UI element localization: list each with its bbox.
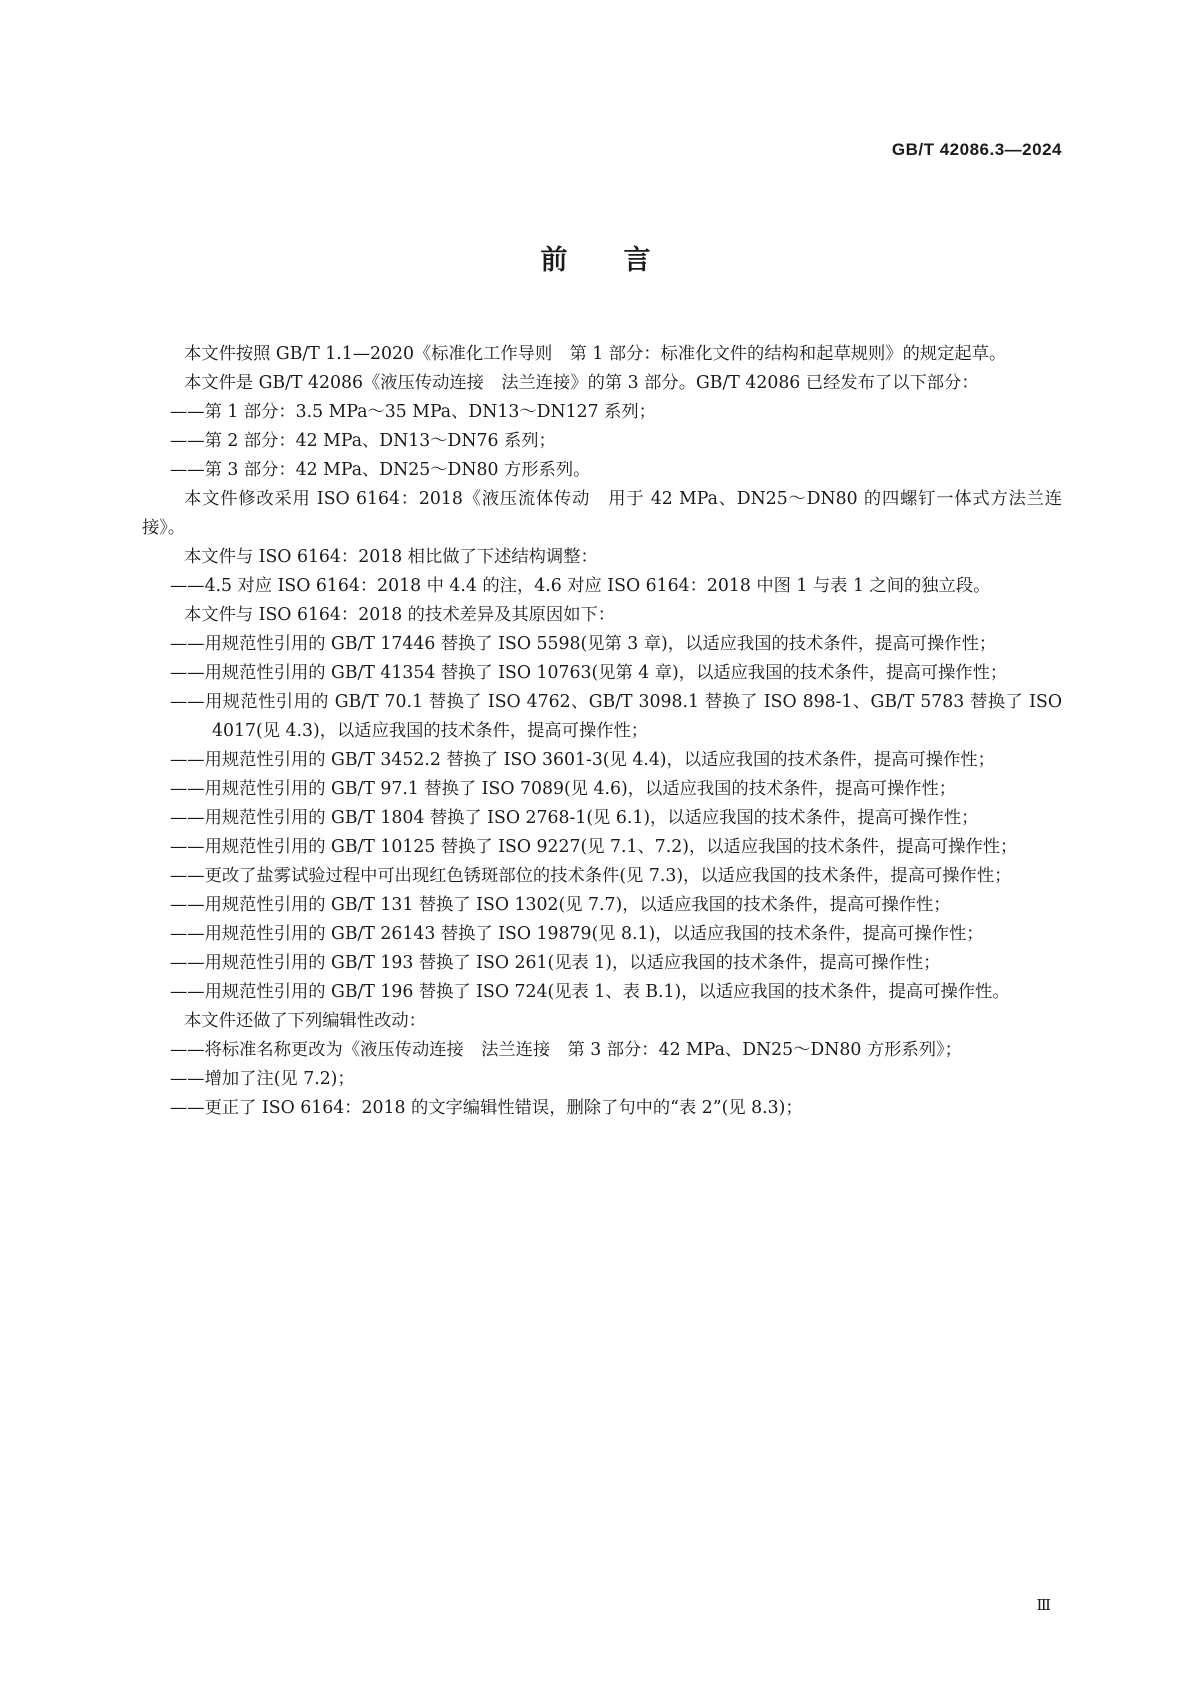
list-item: ——第 3 部分：42 MPa、DN25～DN80 方形系列。 <box>170 460 591 480</box>
list-item: ——用规范性引用的 GB/T 3452.2 替换了 ISO 3601-3(见 4.4)，以适应我国的技术条件，提高可操作性； <box>170 750 995 770</box>
list-item: ——第 1 部分：3.5 MPa～35 MPa、DN13～DN127 系列； <box>170 402 656 422</box>
list-item: ——用规范性引用的 GB/T 70.1 替换了 ISO 4762、GB/T 3098.1 替换了 ISO 898-1、GB/T 5783 替换了 ISO 4017(见 4.3)，以适应我国的技术条件，提高可操作性； <box>170 692 1062 741</box>
list-item: ——用规范性引用的 GB/T 41354 替换了 ISO 10763(见第 4 章)，以适应我国的技术条件，提高可操作性； <box>170 663 1008 683</box>
list-item: ——4.5 对应 ISO 6164：2018 中 4.4 的注，4.6 对应 ISO 6164：2018 中图 1 与表 1 之间的独立段。 <box>170 576 991 596</box>
preface-body <box>142 340 1062 1123</box>
list-item: ——更改了盐雾试验过程中可出现红色锈斑部位的技术条件(见 7.3)，以适应我国的技术条件，提高可操作性； <box>170 866 1012 886</box>
standard-code: GB/T 42086.3—2024 <box>891 140 1062 159</box>
list-item: ——第 2 部分：42 MPa、DN13～DN76 系列； <box>170 431 556 451</box>
paragraph: 本文件与 ISO 6164：2018 相比做了下述结构调整： <box>184 547 598 567</box>
list-item: ——更正了 ISO 6164：2018 的文字编辑性错误，删除了句中的“表 2”(见 8.3)； <box>170 1098 803 1118</box>
list-item: ——用规范性引用的 GB/T 26143 替换了 ISO 19879(见 8.1)，以适应我国的技术条件，提高可操作性； <box>170 924 984 944</box>
page-number: Ⅲ <box>1036 1596 1051 1614</box>
paragraph: 本文件是 GB/T 42086《液压传动连接 法兰连接》的第 3 部分。GB/T 42086 已经发布了以下部分： <box>184 373 979 393</box>
list-item: ——用规范性引用的 GB/T 131 替换了 ISO 1302(见 7.7)，以适应我国的技术条件，提高可操作性； <box>170 895 951 915</box>
list-item: ——用规范性引用的 GB/T 10125 替换了 ISO 9227(见 7.1、7.2)，以适应我国的技术条件，提高可操作性； <box>170 837 1018 857</box>
paragraph: 本文件与 ISO 6164：2018 的技术差异及其原因如下： <box>184 605 616 625</box>
list-item: ——用规范性引用的 GB/T 97.1 替换了 ISO 7089(见 4.6)，以适应我国的技术条件，提高可操作性； <box>170 779 957 799</box>
paragraph: 本文件还做了下列编辑性改动： <box>184 1011 426 1031</box>
list-item: ——将标准名称更改为《液压传动连接 法兰连接 第 3 部分：42 MPa、DN25～DN80 方形系列》； <box>170 1040 962 1060</box>
list-item: ——用规范性引用的 GB/T 193 替换了 ISO 261(见表 1)，以适应我国的技术条件，提高可操作性； <box>170 953 941 973</box>
list-item: ——用规范性引用的 GB/T 1804 替换了 ISO 2768-1(见 6.1)，以适应我国的技术条件，提高可操作性； <box>170 808 979 828</box>
list-item: ——增加了注(见 7.2)； <box>170 1069 355 1089</box>
paragraph: 本文件修改采用 ISO 6164：2018《液压流体传动 用于 42 MPa、DN25～DN80 的四螺钉一体式方法兰连接》。 <box>142 489 1062 538</box>
list-item: ——用规范性引用的 GB/T 17446 替换了 ISO 5598(见第 3 章)，以适应我国的技术条件，提高可操作性； <box>170 634 997 654</box>
list-item: ——用规范性引用的 GB/T 196 替换了 ISO 724(见表 1、表 B.1)，以适应我国的技术条件，提高可操作性。 <box>170 982 1010 1002</box>
page-title: 前言 <box>540 245 707 276</box>
paragraph: 本文件按照 GB/T 1.1—2020《标准化工作导则 第 1 部分：标准化文件的结构和起草规则》的规定起草。 <box>184 344 1007 364</box>
